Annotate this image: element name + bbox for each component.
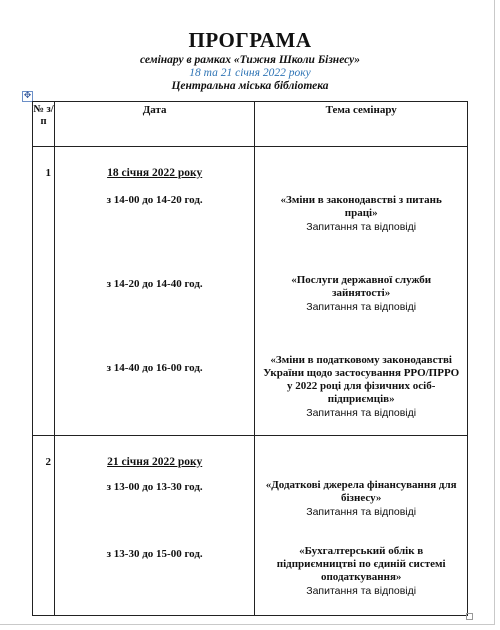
session-topic: «Зміни в законодавстві з питань праці»: [280, 194, 442, 219]
date-cell: [54, 147, 254, 436]
header-number: № з/ п: [33, 102, 55, 147]
program-table: [32, 101, 468, 616]
header-topic: Тема семінару: [255, 102, 468, 147]
event-dates: 18 та 21 січня 2022 року: [189, 67, 311, 79]
date-cell: [54, 436, 254, 616]
session: [255, 194, 467, 234]
table-header-row: [33, 102, 468, 147]
session-time: з 14-40 до 16-00 год.: [106, 362, 203, 374]
header-date: Дата: [54, 102, 254, 147]
session-qa: Запитання та відповіді: [306, 301, 417, 313]
document-subtitle: семінару в рамках «Тижня Школи Бізнесу»: [139, 54, 361, 66]
topic-cell: [255, 147, 468, 436]
day-number: 1: [33, 147, 55, 436]
session-time: з 14-20 до 14-40 год.: [106, 278, 203, 290]
session-topic: «Послуги державної служби зайнятості»: [291, 274, 432, 299]
session: [255, 354, 467, 420]
event-venue: Центральна міська бібліотека: [171, 80, 329, 92]
session-time: з 13-00 до 13-30 год.: [106, 481, 203, 493]
day-date: 18 січня 2022 року: [107, 167, 203, 179]
session: [255, 545, 467, 598]
session-qa: Запитання та відповіді: [306, 585, 417, 597]
table-row: [33, 147, 468, 436]
session-topic: «Зміни в податковому законодавстві України щодо застосування РРО/ПРРО у 2022 році для фізичних осіб-підприємців»: [263, 354, 460, 405]
session-topic: «Бухгалтерський облік в підприємництві по єдиній системі оподаткування»: [276, 545, 446, 583]
session-qa: Запитання та відповіді: [306, 221, 417, 233]
day-number: 2: [33, 436, 55, 616]
session-time: з 13-30 до 15-00 год.: [106, 548, 203, 560]
session: [255, 479, 467, 519]
topic-cell: [255, 436, 468, 616]
end-of-cell-marker: [466, 613, 473, 620]
session-time: з 14-00 до 14-20 год.: [106, 194, 203, 206]
table-row: [33, 436, 468, 616]
session-topic: «Додаткові джерела фінансування для бізнесу»: [265, 479, 457, 504]
session-qa: Запитання та відповіді: [306, 407, 417, 419]
document-title: ПРОГРАМА: [188, 28, 312, 52]
day-date: 21 січня 2022 року: [107, 456, 203, 468]
session-qa: Запитання та відповіді: [306, 506, 417, 518]
table-move-handle-icon[interactable]: ✥: [23, 91, 32, 101]
session: [255, 274, 467, 314]
